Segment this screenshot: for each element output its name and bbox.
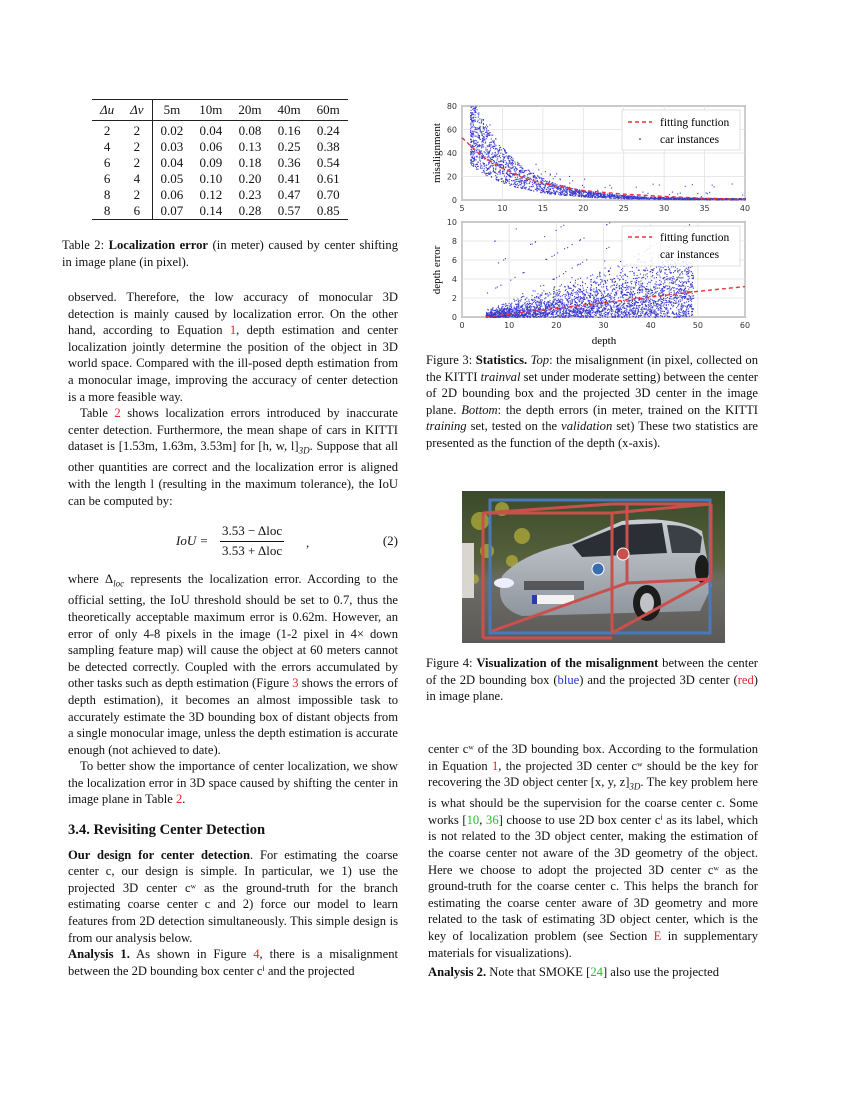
equation-lhs: IoU =: [176, 533, 209, 549]
paragraph: Analysis 1. As shown in Figure 4, there is a misalignment between the 2D bounding box center cⁱ and the projected: [68, 947, 398, 978]
table-cell: 0.54: [316, 155, 340, 170]
table-cell: 0.13: [238, 139, 262, 154]
left-column: [68, 289, 398, 979]
caption-label: Table 2:: [62, 238, 105, 252]
table-cell: 2: [122, 155, 152, 171]
citation-link-10[interactable]: 10: [466, 812, 480, 827]
table-cell: 0.08: [238, 123, 262, 138]
table-cell: 8: [103, 203, 111, 218]
table-cell: 0.16: [277, 123, 301, 138]
table-cell: 0.05: [160, 171, 184, 186]
col-header: 20m: [230, 100, 269, 121]
svg-text:40: 40: [446, 149, 457, 158]
x-axis-label: depth: [591, 335, 617, 347]
table-cell: 0.41: [277, 171, 301, 186]
section-ref-link[interactable]: E: [653, 929, 662, 944]
figure-ref-link[interactable]: 3: [292, 676, 299, 691]
table-cell: 0.18: [238, 155, 262, 170]
svg-text:5: 5: [459, 204, 465, 213]
table-header-row: [92, 100, 348, 121]
legend: [622, 226, 740, 266]
figure-3-caption: Figure 3: Statistics. Top: the misalignment (in pixel, collected on the KITTI trainval set under moderate setting) between the center of 2D bounding box and the projected 3D center in the image plane. Bottom: the depth errors (in meter, trained on the KITTI training set, tested on the validation set) These two statistics are presented as the function of the depth (x-axis).: [426, 353, 759, 450]
table-cell: 0.36: [277, 155, 301, 170]
paragraph: center cʷ of the 3D bounding box. According to the formulation in Equation 1, the projected 3D center cʷ should be the key for recovering the 3D object center [x, y, $z]_{3D}$. The key problem here is what should be the supervision for the coarse center c. Some works [10, 36] choose to use 2D box center cⁱ as its label, which is not related to the 3D object center, making the estimation of the coarse center not aware of the 3D geometry of the object. Here we choose to adopt the projected 3D center cʷ as the ground-truth for the coarse center c. This helps the branch for estimating the coarse center aware of 3D geometry and more related to the task of estimating 3D object center, which is the key of localization problem (see Section E in supplementary materials for visualizations).: [428, 742, 759, 960]
table-2-caption: [62, 237, 398, 270]
caption-bold: Localization error: [108, 238, 209, 252]
table-ref-link[interactable]: 2: [176, 792, 183, 807]
table-2: [92, 99, 348, 220]
table-cell: 0.10: [199, 171, 223, 186]
table-cell: 0.85: [316, 203, 340, 218]
table-cell: 0.28: [238, 203, 262, 218]
table-cell: 0.47: [277, 187, 301, 202]
table-cell: 0.06: [199, 139, 223, 154]
table-row: [92, 155, 348, 171]
equation-ref-link[interactable]: 1: [229, 323, 237, 338]
svg-text:0: 0: [451, 196, 457, 205]
svg-text:15: 15: [537, 204, 548, 213]
table-cell: 0.03: [160, 139, 184, 154]
y-axis-label: misalignment: [431, 123, 443, 183]
svg-text:20: 20: [578, 204, 589, 213]
col-header: 40m: [270, 100, 309, 121]
table-row: [92, 171, 348, 187]
right-column: [428, 741, 758, 981]
table-row: [92, 121, 348, 140]
table-row: [92, 187, 348, 203]
table-cell: 0.06: [160, 187, 184, 202]
table-cell: 4: [103, 139, 111, 154]
table-cell: 6: [103, 155, 111, 170]
svg-text:car instances: car instances: [660, 134, 720, 146]
table-row: [92, 203, 348, 220]
table-cell: 2: [122, 121, 152, 140]
misalignment-chart: [431, 102, 750, 213]
table-cell: 0.38: [316, 139, 340, 154]
paragraph: where $\Delta_{loc}$ represents the localization error. According to the official setting, the IoU threshold should be set to 0.7, thus the theoretically acceptable maximum error is 0.62m. However, an error of only 4-8 pixels in the image (1-2 pixel in 4× down sampling feature map) will cause the object at 60 meters cannot be detected correctly. Coupled with the errors accumulated by other tasks such as depth estimation (Figure 3 shows the errors of depth estimation), it becomes an almost impossible task to accurately estimate the 3D bounding box of distant objects from a single monocular image, unless the depth estimation is accurate enough (not achieved to date).: [68, 572, 398, 757]
svg-text:40: 40: [739, 204, 751, 213]
table-cell: 6: [122, 203, 152, 220]
figure-4-image: [462, 491, 725, 643]
svg-text:80: 80: [446, 102, 457, 111]
table-cell: 0.04: [160, 155, 184, 170]
equation-ref-link[interactable]: 1: [491, 758, 499, 773]
3d-center-red-dot: [617, 548, 629, 560]
equation-denominator: 3.53 + Δloc: [222, 542, 283, 558]
table-cell: 0.12: [199, 187, 223, 202]
table-cell: 0.70: [316, 187, 340, 202]
col-header: 5m: [152, 100, 191, 121]
table-cell: 4: [122, 171, 152, 187]
caption-text: (in meter) caused by center shifting in image plane (in pixel).: [62, 238, 399, 269]
table-cell: 0.23: [238, 187, 262, 202]
svg-text:20: 20: [446, 172, 457, 182]
paragraph: Our design for center detection. For estimating the coarse center c, our design is simple. In particular, we 1) use the projected 3D center cʷ as the ground-truth for the branch estimating coarse center c and 2) force our model to learn features from 2D detection simultaneously. This simple design is from our analysis below.: [68, 847, 398, 945]
table-cell: 0.24: [316, 123, 340, 138]
paragraph: observed. Therefore, the low accuracy of monocular 3D detection is mainly caused by localization error. On the other hand, according to Equation 1, depth estimation and center localization jointly determine the position of the object in 3D world space. Compared with the ill-posed depth estimation from a monocular image, improving the accuracy of center detection is a more feasible way.: [68, 290, 398, 404]
legend: [622, 110, 740, 150]
table-cell: 0.20: [238, 171, 262, 186]
y-axis-label: depth error: [431, 245, 443, 295]
table-cell: 0.57: [277, 203, 301, 218]
col-header: Δv: [122, 100, 152, 121]
table-cell: 0.04: [199, 123, 223, 138]
equation-comma: ,: [306, 536, 310, 551]
svg-text:35: 35: [699, 204, 710, 213]
depth-error-chart: [431, 218, 750, 347]
figure-4-caption: Figure 4: Visualization of the misalignment between the center of the 2D bounding box (blue) and the projected 3D center (red) in image plane.: [426, 656, 758, 704]
figure-ref-link[interactable]: 4: [253, 947, 260, 962]
table-cell: 2: [122, 139, 152, 155]
paragraph: To better show the importance of center localization, we show the localization error in 3D space caused by shifting the center in image plane in Table 2.: [68, 759, 398, 807]
col-header: 60m: [309, 100, 348, 121]
2d-center-blue-dot: [592, 563, 604, 575]
table-cell: 0.61: [316, 171, 340, 186]
citation-link-36[interactable]: 36: [486, 812, 499, 827]
section-heading: 3.4. Revisiting Center Detection: [68, 822, 266, 839]
table-row: [92, 139, 348, 155]
table-cell: 2: [122, 187, 152, 203]
paragraph: Table 2 shows localization errors introduced by inaccurate center detection. Furthermore, the mean shape of cars in KITTI dataset is [1.53m, 1.63m, 3.53m] for [h, w, $l]_{3D}$. Suppose that all other quantities are correct and the localization error is aligned with the length l (resulting in the maximum tolerance), the IoU can be computed by:: [68, 406, 399, 508]
equation-2: [68, 521, 398, 565]
table-cell: 6: [103, 171, 111, 186]
svg-text:25: 25: [618, 204, 629, 213]
svg-text:fitting function: fitting function: [660, 117, 730, 129]
svg-text:10: 10: [497, 204, 508, 213]
table-cell: 0.14: [199, 203, 223, 218]
col-header: Δu: [92, 100, 122, 121]
svg-text:30: 30: [659, 204, 670, 213]
table-cell: 8: [103, 187, 111, 202]
table-cell: 0.25: [277, 139, 301, 154]
col-header: 10m: [191, 100, 230, 121]
citation-link-24[interactable]: 24: [590, 965, 603, 980]
figure-3-charts: [420, 98, 760, 348]
table-ref-link[interactable]: 2: [114, 406, 121, 421]
table-cell: 0.02: [160, 123, 184, 138]
paragraph: Analysis 2. Note that SMOKE [24] also use the projected: [428, 965, 720, 980]
table-cell: 0.07: [160, 203, 184, 218]
equation-fraction: [220, 523, 284, 559]
equation-numerator: 3.53 − Δloc: [220, 523, 284, 542]
table-cell: 2: [103, 123, 111, 138]
svg-text:60: 60: [446, 125, 457, 135]
equation-number: (2): [382, 533, 398, 549]
table-cell: 0.09: [199, 155, 223, 170]
